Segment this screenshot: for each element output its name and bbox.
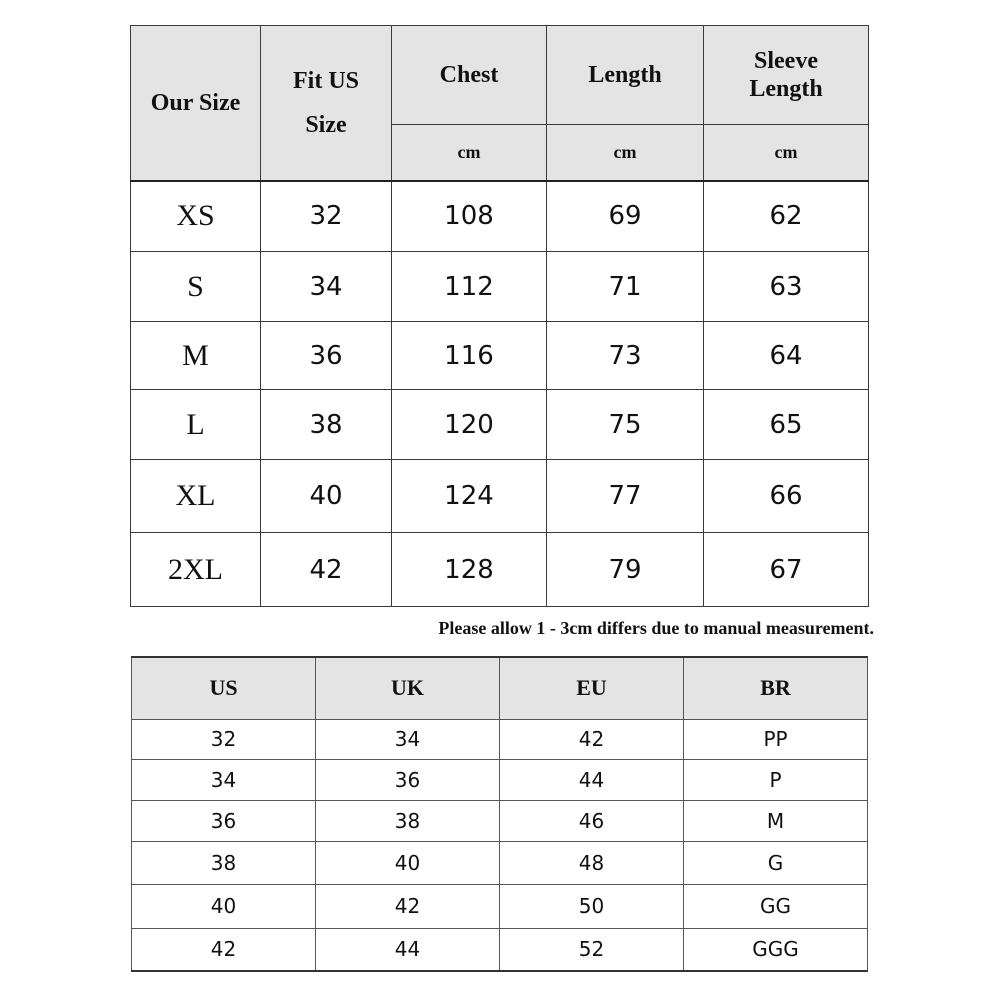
header-chest: Chest [392,26,547,125]
table-row [132,884,868,928]
sleeve-cell: 64 [704,322,869,390]
uk-cell: 38 [316,800,500,841]
header-uk: UK [316,657,500,719]
header-fit-us-line1: Fit US [293,67,359,94]
chest-cell: 124 [392,460,547,533]
table-row [131,252,869,322]
br-cell: PP [684,719,868,759]
sleeve-cell: 67 [704,533,869,607]
fit-us-cell: 36 [261,322,392,390]
size-cell: S [131,252,261,322]
eu-cell: 48 [500,841,684,884]
eu-cell: 50 [500,884,684,928]
uk-cell: 42 [316,884,500,928]
unit-sleeve: cm [704,125,869,181]
table-row [132,928,868,971]
br-cell: M [684,800,868,841]
chest-cell: 120 [392,390,547,460]
sleeve-cell: 66 [704,460,869,533]
br-cell: GG [684,884,868,928]
header-fit-us-line2: Size [305,111,347,138]
us-cell: 32 [132,719,316,759]
us-cell: 40 [132,884,316,928]
sleeve-cell: 65 [704,390,869,460]
table-row [132,759,868,800]
table-row [131,533,869,607]
chest-cell: 112 [392,252,547,322]
sleeve-cell: 62 [704,181,869,252]
header-sleeve-line1: Sleeve [754,48,818,74]
chest-cell: 116 [392,322,547,390]
us-cell: 34 [132,759,316,800]
size-chart-table [130,25,869,607]
br-cell: P [684,759,868,800]
us-cell: 36 [132,800,316,841]
eu-cell: 52 [500,928,684,971]
us-cell: 38 [132,841,316,884]
size-cell: 2XL [131,533,261,607]
header-us: US [132,657,316,719]
table-row [131,460,869,533]
uk-cell: 36 [316,759,500,800]
br-cell: GGG [684,928,868,971]
header-our-size: Our Size [131,26,261,181]
size-cell: XS [131,181,261,252]
chest-cell: 128 [392,533,547,607]
uk-cell: 34 [316,719,500,759]
fit-us-cell: 40 [261,460,392,533]
table-row [132,800,868,841]
length-cell: 69 [547,181,704,252]
eu-cell: 42 [500,719,684,759]
fit-us-cell: 34 [261,252,392,322]
table-row [131,181,869,252]
header-br: BR [684,657,868,719]
length-cell: 71 [547,252,704,322]
br-cell: G [684,841,868,884]
header-eu: EU [500,657,684,719]
length-cell: 77 [547,460,704,533]
uk-cell: 40 [316,841,500,884]
length-cell: 75 [547,390,704,460]
table-row [132,719,868,759]
us-cell: 42 [132,928,316,971]
table-row [131,322,869,390]
eu-cell: 44 [500,759,684,800]
length-cell: 79 [547,533,704,607]
fit-us-cell: 38 [261,390,392,460]
fit-us-cell: 42 [261,533,392,607]
header-length: Length [547,26,704,125]
table-row [132,841,868,884]
table-row [131,390,869,460]
unit-length: cm [547,125,704,181]
fit-us-cell: 32 [261,181,392,252]
size-cell: M [131,322,261,390]
unit-chest: cm [392,125,547,181]
length-cell: 73 [547,322,704,390]
header-fit-us-size [261,26,392,181]
header-sleeve-length [704,26,869,125]
uk-cell: 44 [316,928,500,971]
eu-cell: 46 [500,800,684,841]
size-cell: XL [131,460,261,533]
chest-cell: 108 [392,181,547,252]
sleeve-cell: 63 [704,252,869,322]
size-conversion-table [131,656,868,972]
header-sleeve-line2: Length [749,76,823,102]
measurement-note: Please allow 1 - 3cm differs due to manual measurement. [438,618,874,638]
size-cell: L [131,390,261,460]
